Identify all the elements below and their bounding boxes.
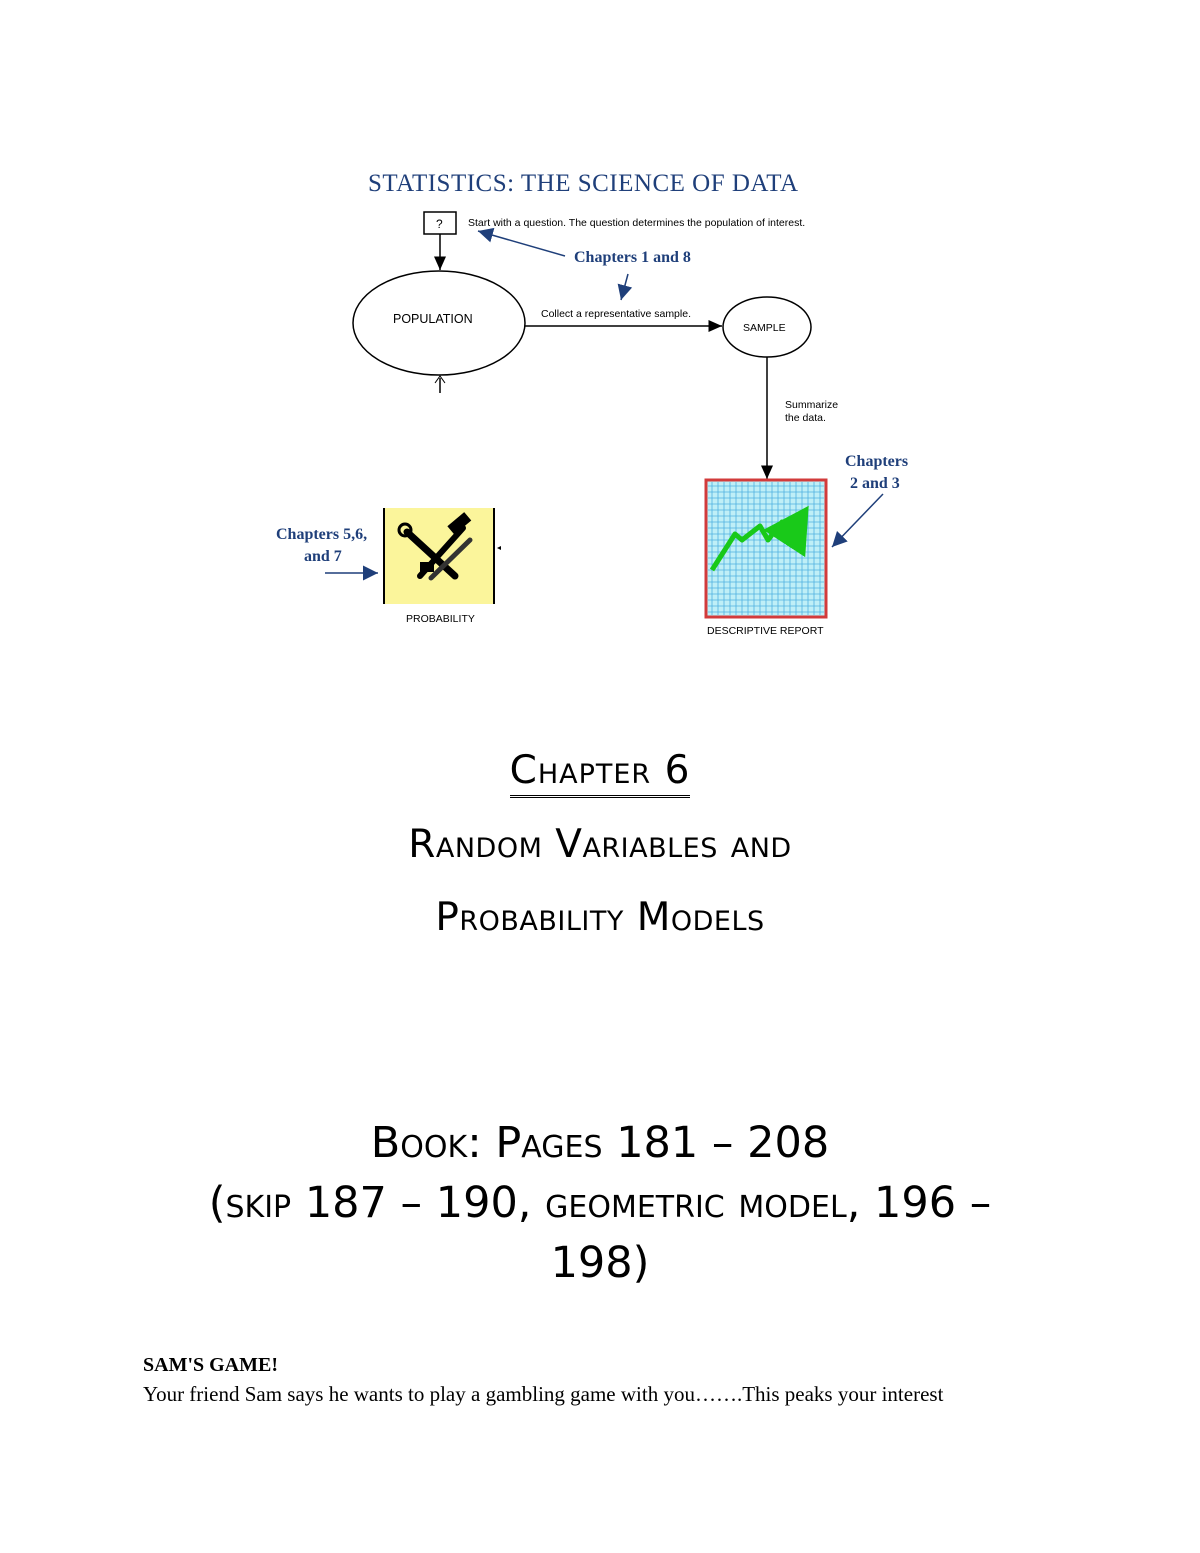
chapters-1-8-arrow [478, 231, 565, 256]
chapter-title-line1: Random Variables and [408, 822, 792, 867]
population-label: POPULATION [393, 312, 473, 326]
chapters-1-8-label: Chapters 1 and 8 [574, 249, 691, 266]
sams-game-text: Your friend Sam says he wants to play a gambling game with you…….This peaks your interest [143, 1382, 944, 1406]
summarize-line1: Summarize [785, 399, 839, 411]
sample-label: SAMPLE [743, 322, 786, 334]
book-pages-line3: 198) [550, 1238, 650, 1288]
start-question-text: Start with a question. The question determines the population of interest. [468, 217, 806, 229]
book-pages-line2: (skip 187 – 190, geometric model, 196 – [208, 1178, 992, 1228]
chapters-567-line2: and 7 [304, 548, 342, 565]
collect-sample-text: Collect a representative sample. [541, 308, 691, 320]
chapters-2-3-line1: Chapters [845, 453, 909, 470]
chapters-567-line1: Chapters 5,6, [276, 526, 368, 543]
diagram-title: STATISTICS: THE SCIENCE OF DATA [368, 170, 799, 197]
chapter-heading [0, 748, 1200, 798]
statistics-diagram [0, 0, 1200, 650]
chapters-1-8-down-arrow [621, 274, 628, 300]
descriptive-report-label: DESCRIPTIVE REPORT [707, 625, 824, 637]
sams-game-title: SAM'S GAME! [143, 1354, 278, 1376]
summarize-line2: the data. [785, 412, 826, 424]
book-pages-line1: Book: Pages 181 – 208 [370, 1118, 830, 1168]
chapter-title-line2: Probability Models [435, 895, 765, 940]
descriptive-report-icon [706, 480, 826, 617]
probability-tools-icon [384, 508, 494, 604]
chapter-number: Chapter 6 [510, 749, 691, 798]
question-mark: ? [436, 217, 443, 231]
chapters-2-3-line2: 2 and 3 [850, 475, 900, 492]
probability-side-arrowhead [497, 546, 501, 550]
chapters-2-3-arrow [832, 494, 883, 547]
probability-label: PROBABILITY [406, 613, 475, 625]
